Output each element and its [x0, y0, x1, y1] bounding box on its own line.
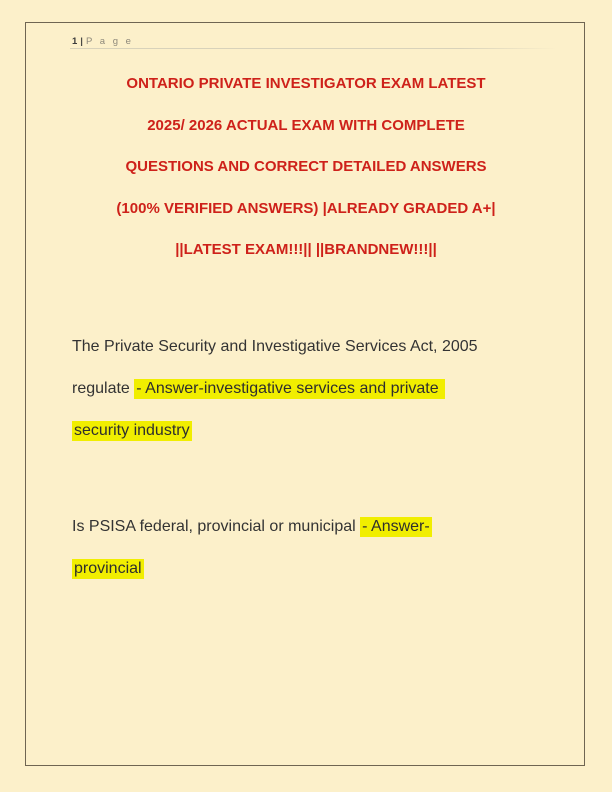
document-title [72, 63, 540, 271]
question-2-line-2 [72, 548, 562, 590]
header-rule-line [70, 48, 557, 49]
answer-1-highlight: - Answer-investigative services and private [136, 380, 444, 397]
title-line-2: 2025/ 2026 ACTUAL EXAM WITH COMPLETE [147, 116, 465, 134]
answer-1-highlight-cont: security industry [74, 422, 190, 439]
title-line-4: (100% VERIFIED ANSWERS) |ALREADY GRADED A+| [116, 199, 496, 217]
answer-2-highlight-cont: provincial [74, 560, 142, 577]
answer-2-highlight: - Answer- [362, 518, 430, 535]
page-header [72, 36, 133, 47]
title-line-3: QUESTIONS AND CORRECT DETAILED ANSWERS [125, 158, 487, 175]
question-1-line-1 [72, 326, 562, 368]
question-2-line-1 [72, 506, 562, 548]
question-1-text: The Private Security and Investigative Services Act, 2005 [72, 338, 478, 355]
title-line-1: ONTARIO PRIVATE INVESTIGATOR EXAM LATEST [126, 75, 486, 92]
question-1-text-cont: regulate [72, 380, 135, 397]
page-label: P a g e [85, 36, 134, 47]
title-line-5: ||LATEST EXAM!!!|| ||BRANDNEW!!!|| [175, 241, 437, 258]
question-1-line-2 [72, 368, 562, 410]
header-separator: | [80, 36, 83, 47]
question-2-text: Is PSISA federal, provincial or municipal [72, 518, 361, 535]
question-answer-2 [72, 506, 562, 590]
question-answer-1 [72, 326, 562, 452]
question-1-line-3 [72, 410, 562, 452]
page-number: 1 [72, 36, 78, 47]
